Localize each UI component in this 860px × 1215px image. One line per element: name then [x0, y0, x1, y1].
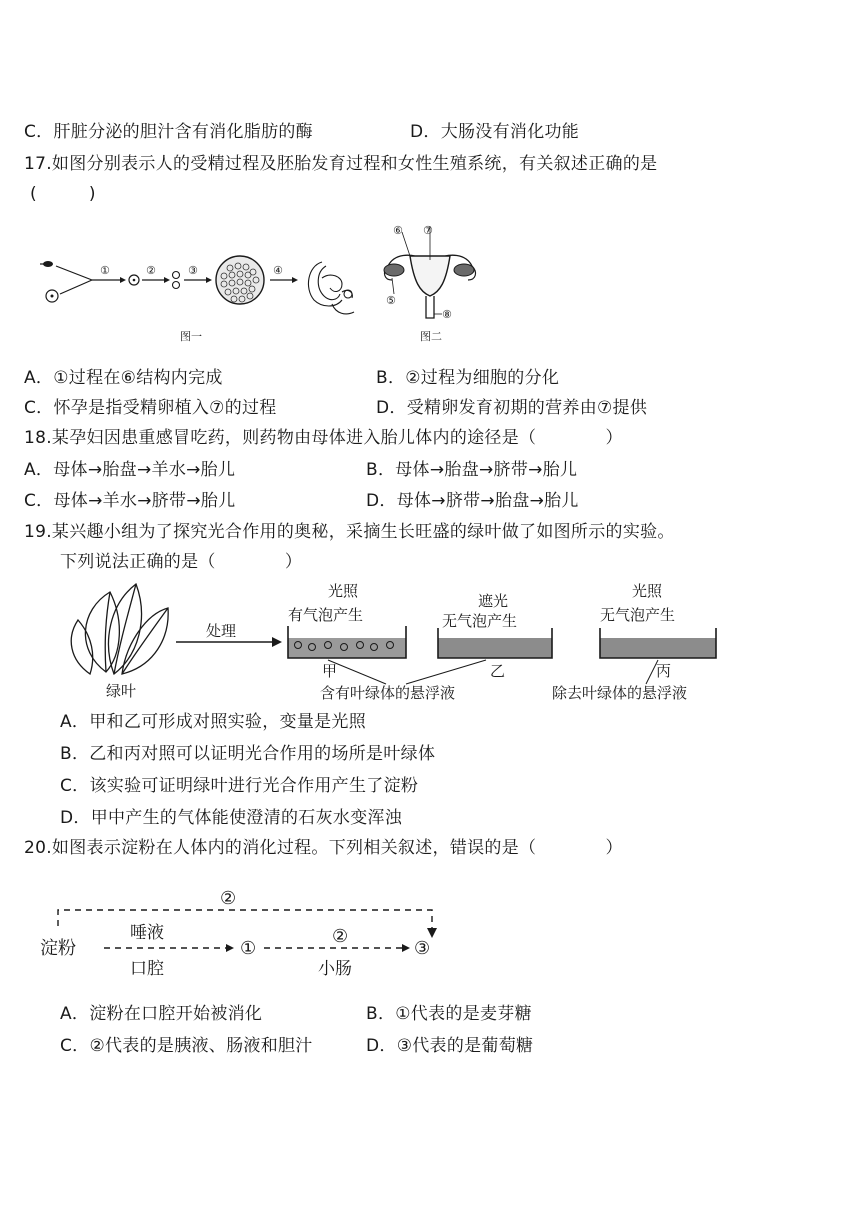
q20-option-a: A．淀粉在口腔开始被消化	[60, 1004, 263, 1024]
beaker-bing	[600, 582, 716, 680]
q20-option-b: B．①代表的是麦芽糖	[366, 1004, 532, 1024]
figure-two-caption: 图二	[420, 330, 442, 343]
q16-option-c: C．肝脏分泌的胆汁含有消化脂肪的酶	[24, 122, 313, 142]
q19-option-a: A．甲和乙可形成对照实验，变量是光照	[60, 712, 367, 732]
q19-stem: 19.某兴趣小组为了探究光合作用的奥秘，采摘生长旺盛的绿叶做了如图所示的实验。	[24, 522, 675, 542]
label-5: ⑤	[386, 294, 396, 307]
step-1-label: ①	[100, 264, 110, 277]
jia-condition: 光照	[328, 582, 359, 600]
step-4-label: ④	[273, 264, 283, 277]
q20-figure	[36, 880, 456, 984]
jia-result: 有气泡产生	[288, 606, 364, 624]
leaf-label: 绿叶	[106, 682, 137, 700]
step-3-label: ③	[188, 264, 198, 277]
vagina	[426, 296, 434, 318]
node-1: ①	[240, 938, 257, 959]
label-7: ⑦	[423, 224, 433, 237]
morula-ball	[216, 256, 264, 304]
node-2-mid: ②	[332, 926, 349, 947]
label-6: ⑥	[393, 224, 403, 237]
mouth-label: 口腔	[130, 959, 164, 979]
q20-option-c: C．②代表的是胰液、肠液和胆汁	[60, 1036, 313, 1056]
figure-one-caption: 图一	[180, 330, 202, 343]
left-ovary	[384, 264, 404, 276]
saliva-label: 唾液	[130, 923, 164, 943]
q20-option-d: D．③代表的是葡萄糖	[366, 1036, 534, 1056]
no-chloroplast-suspension-label: 除去叶绿体的悬浮液	[552, 684, 688, 702]
small-intestine-label: 小肠	[318, 959, 352, 979]
q17-stem: 17.如图分别表示人的受精过程及胚胎发育过程和女性生殖系统，有关叙述正确的是	[24, 154, 658, 174]
q18-option-a: A．母体→胎盘→羊水→胎儿	[24, 460, 236, 480]
q19-figure	[66, 580, 730, 710]
chloroplast-suspension-label: 含有叶绿体的悬浮液	[320, 684, 456, 702]
beaker-yi	[438, 592, 552, 680]
q17-option-d: D．受精卵发育初期的营养由⑦提供	[376, 398, 648, 418]
node-3: ③	[414, 938, 431, 959]
yi-label: 乙	[490, 662, 506, 680]
green-leaves-drawing	[71, 584, 168, 674]
starch-label: 淀粉	[40, 938, 76, 959]
node-2-top: ②	[220, 888, 237, 909]
q19-option-d: D．甲中产生的气体能使澄清的石灰水变浑浊	[60, 808, 403, 828]
q17-figure	[30, 222, 510, 350]
bing-condition: 光照	[632, 582, 663, 600]
step-2-label: ②	[146, 264, 156, 277]
q17-option-c: C．怀孕是指受精卵植入⑦的过程	[24, 398, 277, 418]
bing-result: 无气泡产生	[600, 606, 676, 624]
jia-label: 甲	[322, 662, 338, 680]
q18-option-c: C．母体→羊水→脐带→胎儿	[24, 491, 236, 511]
yi-result: 无气泡产生	[442, 612, 518, 630]
dashed-bypass-path	[58, 910, 432, 928]
q18-stem: 18.某孕妇因患重感冒吃药，则药物由母体进入胎儿体内的途径是（ ）	[24, 428, 623, 448]
q18-option-d: D．母体→脐带→胎盘→胎儿	[366, 491, 579, 511]
q19-option-b: B．乙和丙对照可以证明光合作用的场所是叶绿体	[60, 744, 436, 764]
bing-label: 丙	[656, 662, 672, 680]
q19-option-c: C．该实验可证明绿叶进行光合作用产生了淀粉	[60, 776, 419, 796]
q17-answer-paren: ( )	[30, 184, 96, 204]
q17-figure-one	[40, 256, 354, 343]
uterus	[410, 256, 450, 296]
q17-figure-two	[384, 224, 475, 343]
q18-option-b: B．母体→胎盘→脐带→胎儿	[366, 460, 578, 480]
beaker-jia	[288, 582, 406, 680]
q17-option-a: A．①过程在⑥结构内完成	[24, 368, 223, 388]
q19-stem-2: 下列说法正确的是（ ）	[60, 552, 303, 572]
q17-option-b: B．②过程为细胞的分化	[376, 368, 560, 388]
q16-option-d: D．大肠没有消化功能	[410, 122, 580, 142]
q20-stem: 20.如图表示淀粉在人体内的消化过程。下列相关叙述，错误的是（ ）	[24, 838, 623, 858]
yi-condition: 遮光	[478, 592, 509, 610]
sperm-head	[43, 261, 53, 267]
right-ovary	[454, 264, 474, 276]
process-label: 处理	[206, 622, 237, 640]
label-8: ⑧	[442, 308, 452, 321]
embryo-drawing	[308, 262, 354, 314]
